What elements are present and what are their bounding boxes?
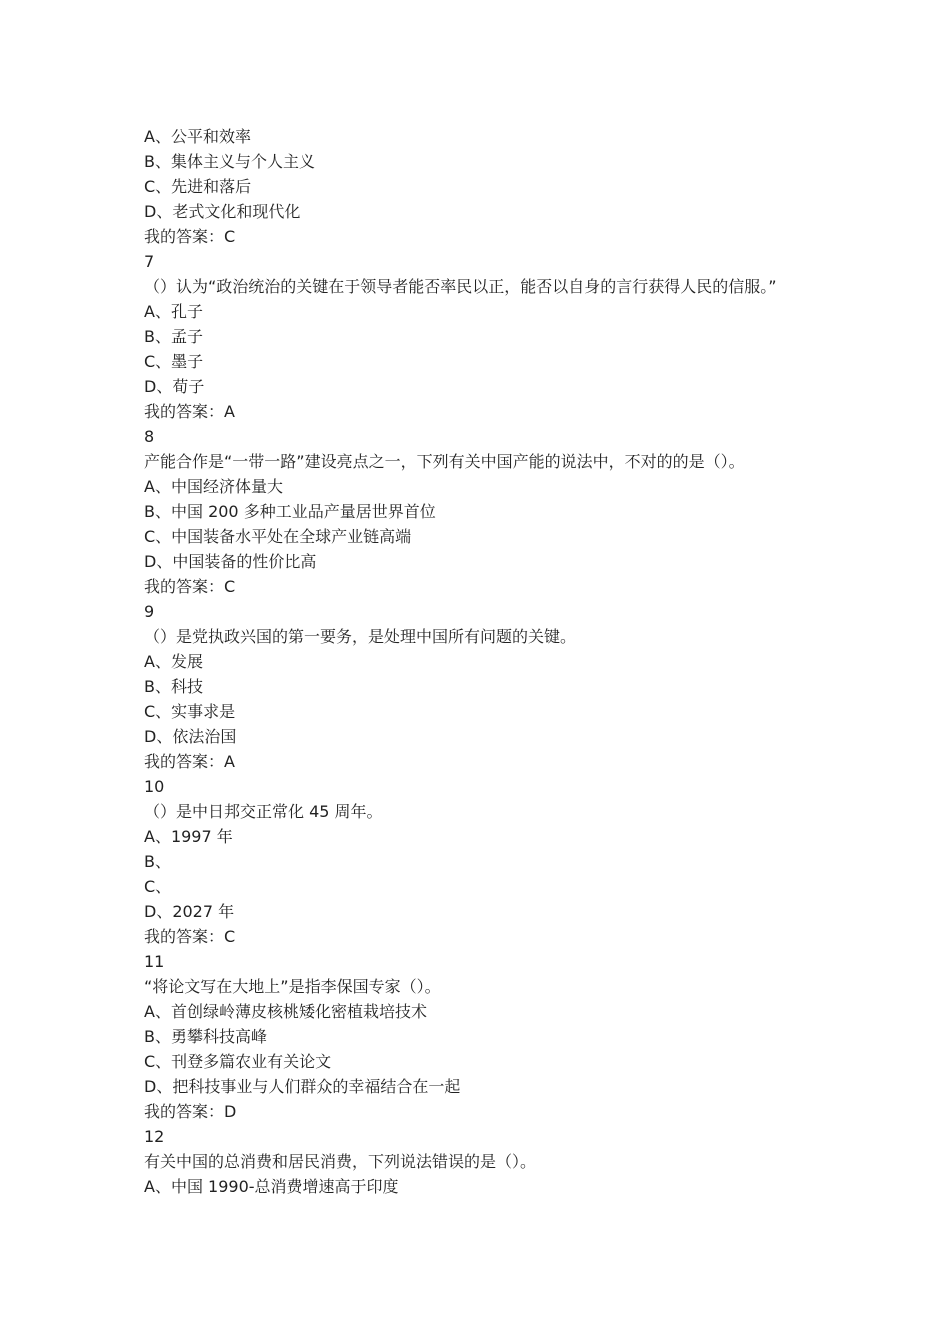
question-number: 7 xyxy=(144,252,155,271)
question-6-tail xyxy=(144,124,814,249)
question-text: （）是中日邦交正常化 45 周年。 xyxy=(144,802,383,821)
my-answer: 我的答案：A xyxy=(144,402,235,421)
document-page xyxy=(144,124,814,1199)
option-d: D、中国装备的性价比高 xyxy=(144,552,317,571)
option-a: A、中国 1990-总消费增速高于印度 xyxy=(144,1177,399,1196)
question-12 xyxy=(144,1124,814,1199)
question-10 xyxy=(144,774,814,949)
question-number: 10 xyxy=(144,777,165,796)
question-7 xyxy=(144,249,814,424)
option-a: A、1997 年 xyxy=(144,827,233,846)
option-c: C、 xyxy=(144,877,172,896)
option-c: C、实事求是 xyxy=(144,702,236,721)
option-c: C、中国装备水平处在全球产业链高端 xyxy=(144,527,412,546)
question-text: （）认为“政治统治的关键在于领导者能否率民以正，能否以自身的言行获得人民的信服。” xyxy=(144,277,777,296)
my-answer: 我的答案：A xyxy=(144,752,235,771)
option-b: B、孟子 xyxy=(144,327,203,346)
option-a: A、首创绿岭薄皮核桃矮化密植栽培技术 xyxy=(144,1002,427,1021)
question-text: （）是党执政兴国的第一要务，是处理中国所有问题的关键。 xyxy=(144,627,577,646)
question-text: 产能合作是“一带一路”建设亮点之一，下列有关中国产能的说法中，不对的的是（）。 xyxy=(144,452,745,471)
option-b: B、勇攀科技高峰 xyxy=(144,1027,267,1046)
option-b: B、集体主义与个人主义 xyxy=(144,152,315,171)
question-9 xyxy=(144,599,814,774)
option-a: A、孔子 xyxy=(144,302,203,321)
my-answer: 我的答案：C xyxy=(144,227,236,246)
option-b: B、科技 xyxy=(144,677,203,696)
my-answer: 我的答案：C xyxy=(144,927,236,946)
question-number: 9 xyxy=(144,602,155,621)
option-a: A、中国经济体量大 xyxy=(144,477,283,496)
option-b: B、 xyxy=(144,852,171,871)
question-number: 8 xyxy=(144,427,155,446)
option-a: A、发展 xyxy=(144,652,203,671)
option-a: A、公平和效率 xyxy=(144,127,251,146)
question-text: “将论文写在大地上”是指李保国专家（）。 xyxy=(144,977,441,996)
option-d: D、荀子 xyxy=(144,377,205,396)
option-d: D、把科技事业与人们群众的幸福结合在一起 xyxy=(144,1077,461,1096)
option-d: D、依法治国 xyxy=(144,727,237,746)
my-answer: 我的答案：C xyxy=(144,577,236,596)
question-number: 12 xyxy=(144,1127,165,1146)
question-number: 11 xyxy=(144,952,165,971)
my-answer: 我的答案：D xyxy=(144,1102,237,1121)
option-c: C、先进和落后 xyxy=(144,177,252,196)
option-d: D、老式文化和现代化 xyxy=(144,202,301,221)
question-11 xyxy=(144,949,814,1124)
option-d: D、2027 年 xyxy=(144,902,235,921)
question-8 xyxy=(144,424,814,599)
option-b: B、中国 200 多种工业品产量居世界首位 xyxy=(144,502,436,521)
question-text: 有关中国的总消费和居民消费，下列说法错误的是（）。 xyxy=(144,1152,537,1171)
option-c: C、墨子 xyxy=(144,352,204,371)
option-c: C、刊登多篇农业有关论文 xyxy=(144,1052,332,1071)
